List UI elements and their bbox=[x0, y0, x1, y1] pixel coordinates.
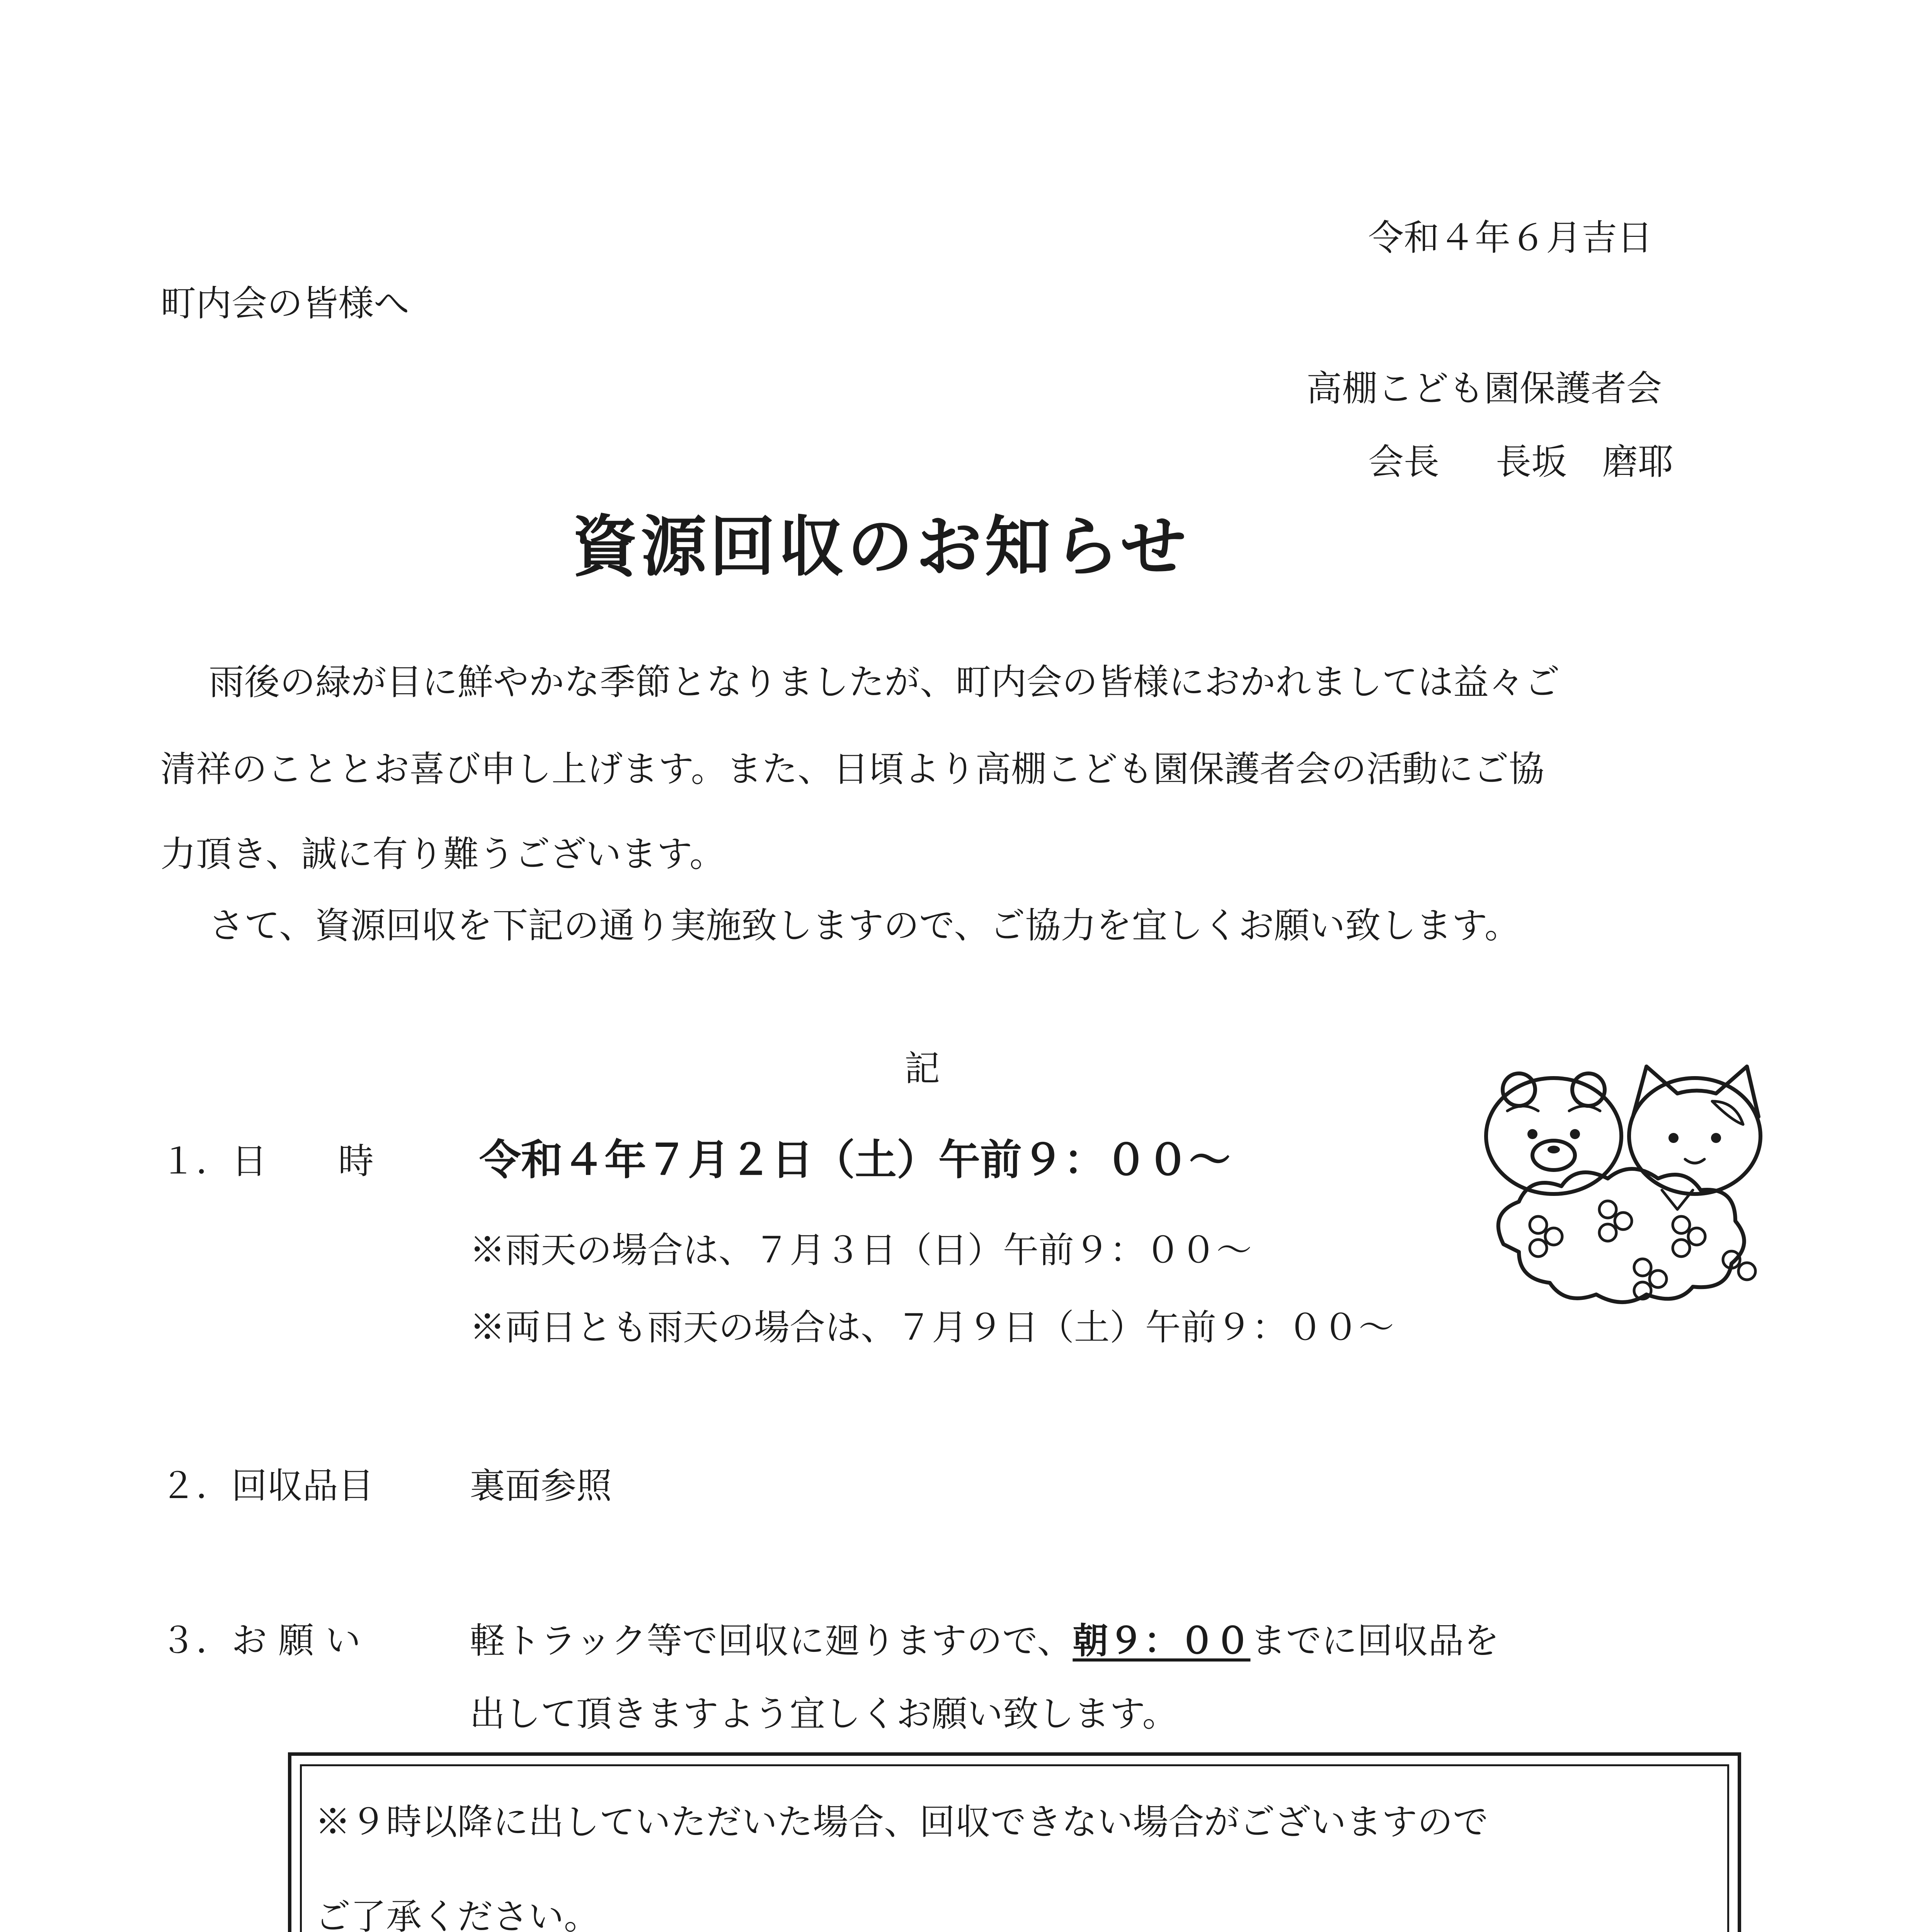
item-1-label: １．日 時 bbox=[160, 1141, 374, 1182]
item-3-label: ３．お 願 い bbox=[160, 1620, 361, 1661]
item-2-value: 裏面参照 bbox=[470, 1465, 612, 1507]
notice-line-2: ご了承ください。 bbox=[315, 1896, 600, 1932]
ki-heading: 記 bbox=[904, 1048, 940, 1089]
item-2-label: ２．回収品目 bbox=[160, 1465, 374, 1507]
event-date-main: 令和４年７月２日（土）午前９：００～ bbox=[479, 1136, 1231, 1184]
sender-organization: 高棚こども園保護者会 bbox=[1306, 368, 1662, 409]
intro-line-4: さて、資源回収を下記の通り実施致しますので、ご協力を宜しくお願い致します。 bbox=[209, 905, 1520, 946]
rain-date-note-2: ※両日とも雨天の場合は、７月９日（土）午前９：００～ bbox=[470, 1307, 1394, 1348]
intro-line-3: 力頂き、誠に有り難うございます。 bbox=[160, 833, 725, 875]
deadline-emphasis: 朝９：００ bbox=[1073, 1620, 1251, 1662]
request-line-1-pre: 軽トラック等で回収に廻りますので、 bbox=[470, 1620, 1073, 1662]
notice-line-1: ※９時以降に出していただいた場合、回収できない場合がございますので bbox=[315, 1801, 1489, 1843]
request-line-2: 出して頂きますよう宜しくお願い致します。 bbox=[470, 1693, 1178, 1735]
request-line-1 bbox=[470, 1620, 1500, 1662]
sender-name: 長坂 磨耶 bbox=[1496, 441, 1674, 483]
addressee: 町内会の皆様へ bbox=[160, 283, 410, 324]
intro-line-1: 雨後の緑が目に鮮やかな季節となりましたが、町内会の皆様におかれましては益々ご bbox=[209, 662, 1560, 703]
request-line-1-post: までに回収品を bbox=[1250, 1620, 1500, 1662]
document-date: 令和４年６月吉日 bbox=[1368, 217, 1653, 259]
page-title: 資源回収のお知らせ bbox=[572, 508, 1189, 585]
intro-line-2: 清祥のこととお喜び申し上げます。また、日頃より高棚こども園保護者会の活動にご協 bbox=[160, 748, 1544, 790]
rain-date-note-1: ※雨天の場合は、７月３日（日）午前９：００～ bbox=[470, 1230, 1252, 1271]
bear-and-cat-icon bbox=[1480, 1043, 1774, 1306]
sender-role: 会長 bbox=[1368, 441, 1440, 483]
